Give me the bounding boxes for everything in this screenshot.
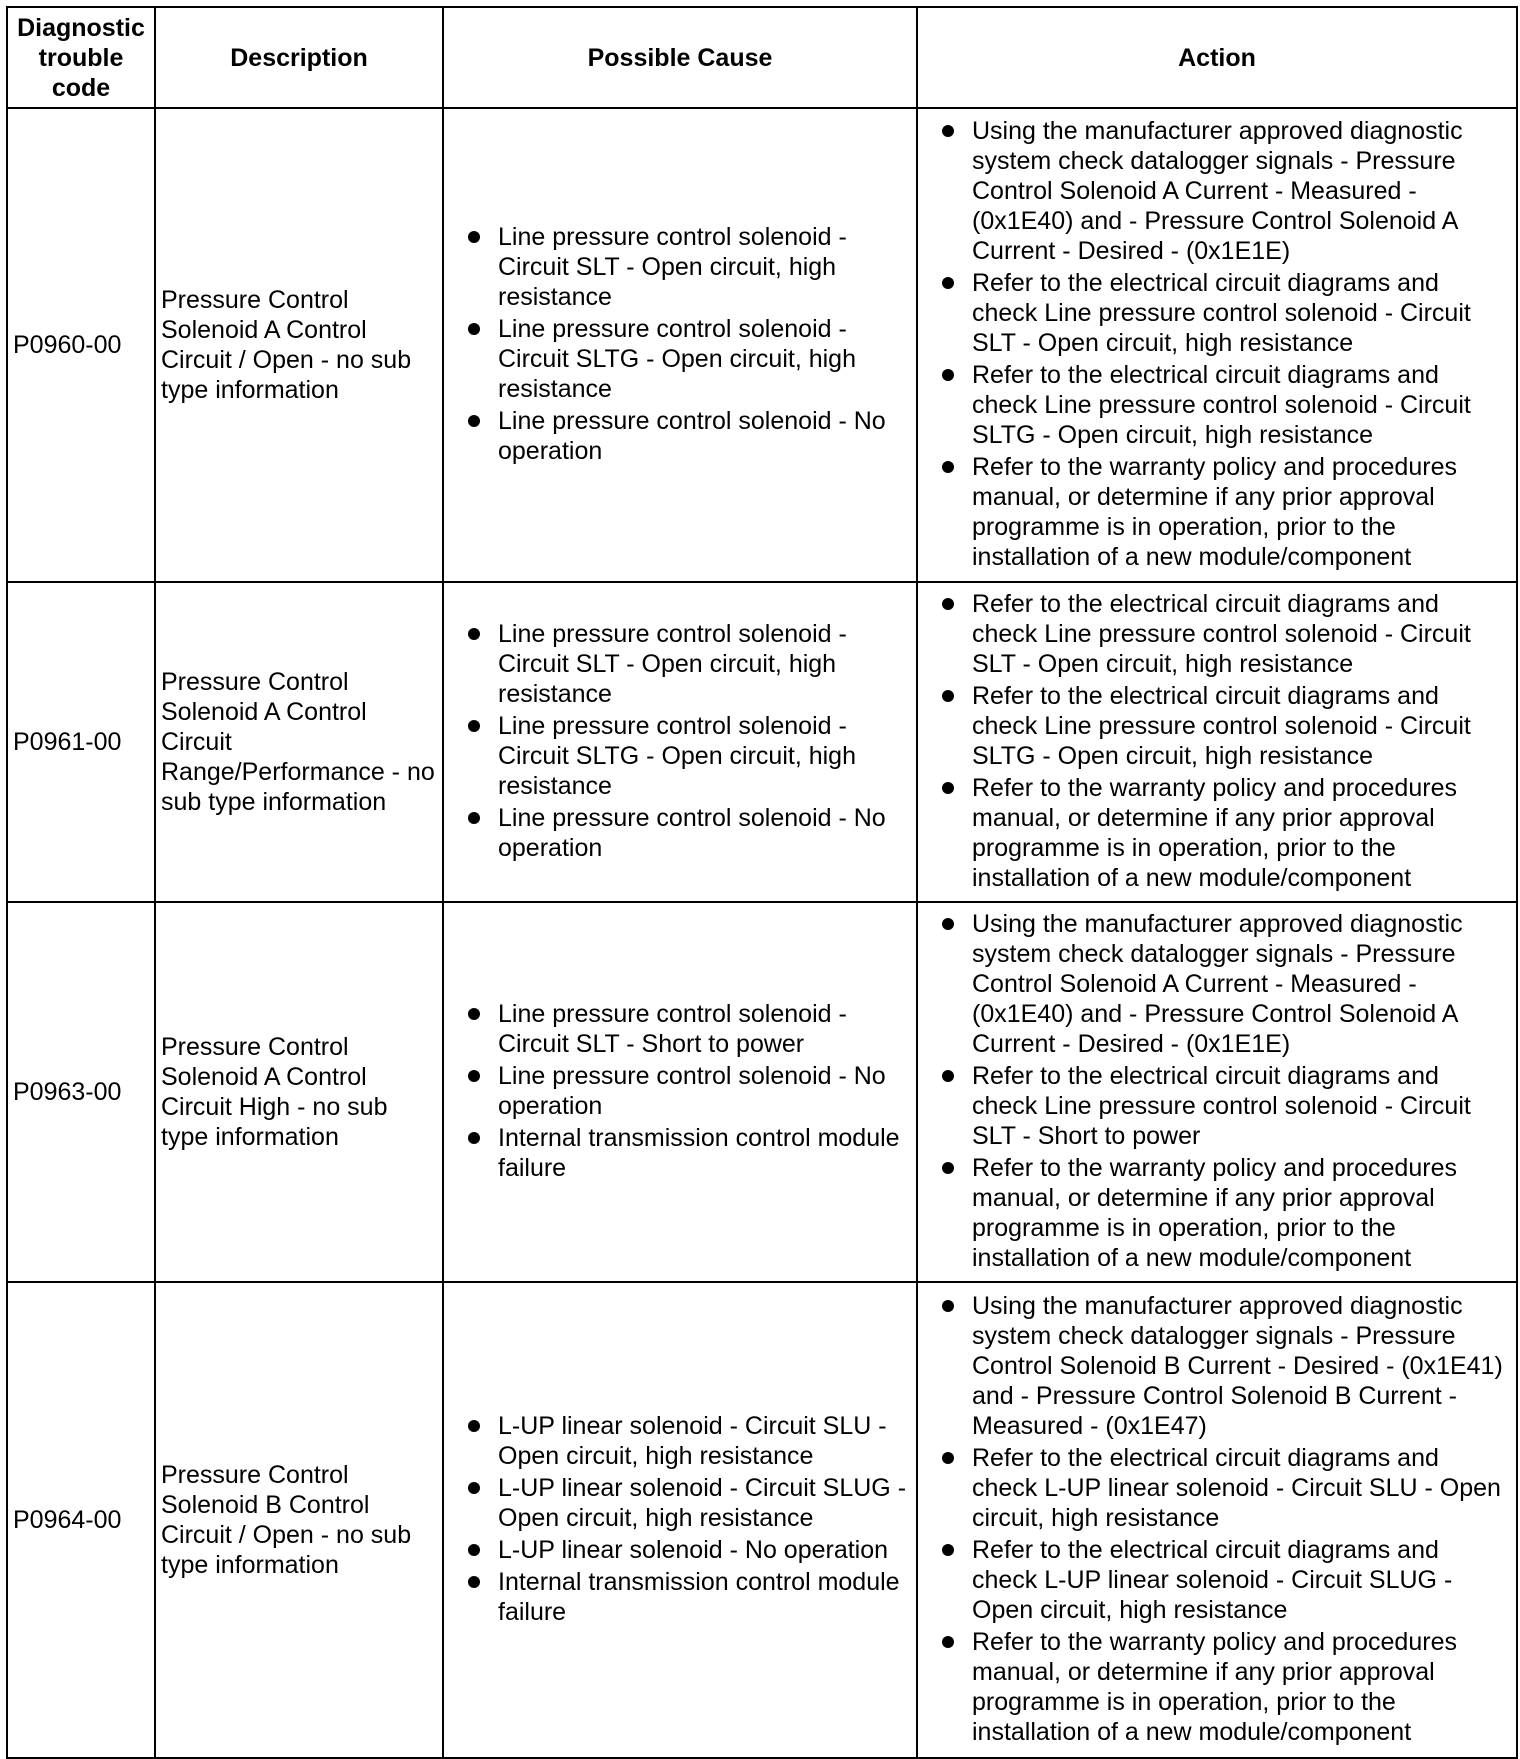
cause-item: Line pressure control solenoid - Circuit SLTG - Open circuit, high resistance xyxy=(466,314,912,404)
action-item: Refer to the electrical circuit diagrams and check Line pressure control solenoid - Circuit SLTG - Open circuit, high resistance xyxy=(940,360,1510,450)
possible-cause-cell xyxy=(443,108,917,582)
cause-list xyxy=(466,1411,912,1627)
action-item: Refer to the warranty policy and procedures manual, or determine if any prior approval programme is in operation, prior to the installation of a new module/component xyxy=(940,1627,1510,1747)
table-row xyxy=(7,1282,1517,1758)
action-list xyxy=(940,589,1510,893)
action-list xyxy=(940,116,1510,572)
action-item: Refer to the electrical circuit diagrams and check L-UP linear solenoid - Circuit SLU - Open circuit, high resistance xyxy=(940,1443,1510,1533)
cause-item: Internal transmission control module failure xyxy=(466,1567,912,1627)
table-row xyxy=(7,108,1517,582)
dtc-code: P0963-00 xyxy=(7,902,155,1282)
table-row xyxy=(7,582,1517,902)
cause-list xyxy=(466,619,912,863)
action-item: Using the manufacturer approved diagnostic system check datalogger signals - Pressure Control Solenoid B Current - Desired - (0x1E41) and - Pressure Control Solenoid B Current - Measured - (0x1E47) xyxy=(940,1291,1510,1441)
action-item: Refer to the warranty policy and procedures manual, or determine if any prior approval programme is in operation, prior to the installation of a new module/component xyxy=(940,773,1510,893)
cause-item: L-UP linear solenoid - Circuit SLU - Open circuit, high resistance xyxy=(466,1411,912,1471)
possible-cause-cell xyxy=(443,582,917,902)
action-cell xyxy=(917,1282,1517,1758)
table-row xyxy=(7,902,1517,1282)
cause-item: Line pressure control solenoid - Circuit SLT - Open circuit, high resistance xyxy=(466,222,912,312)
dtc-description: Pressure Control Solenoid A Control Circuit / Open - no sub type information xyxy=(155,108,443,582)
header-cause: Possible Cause xyxy=(443,7,917,108)
action-cell xyxy=(917,108,1517,582)
dtc-code: P0961-00 xyxy=(7,582,155,902)
dtc-description: Pressure Control Solenoid B Control Circuit / Open - no sub type information xyxy=(155,1282,443,1758)
possible-cause-cell xyxy=(443,1282,917,1758)
cause-item: Line pressure control solenoid - Circuit SLTG - Open circuit, high resistance xyxy=(466,711,912,801)
cause-item: Line pressure control solenoid - No operation xyxy=(466,803,912,863)
header-row xyxy=(7,7,1517,108)
action-item: Refer to the warranty policy and procedures manual, or determine if any prior approval programme is in operation, prior to the installation of a new module/component xyxy=(940,1153,1510,1273)
action-item: Refer to the warranty policy and procedures manual, or determine if any prior approval programme is in operation, prior to the installation of a new module/component xyxy=(940,452,1510,572)
dtc-description: Pressure Control Solenoid A Control Circuit Range/Performance - no sub type information xyxy=(155,582,443,902)
cause-item: Line pressure control solenoid - No operation xyxy=(466,406,912,466)
cause-list xyxy=(466,999,912,1183)
action-cell xyxy=(917,582,1517,902)
cause-item: Line pressure control solenoid - Circuit SLT - Open circuit, high resistance xyxy=(466,619,912,709)
dtc-description: Pressure Control Solenoid A Control Circuit High - no sub type information xyxy=(155,902,443,1282)
action-item: Refer to the electrical circuit diagrams and check Line pressure control solenoid - Circuit SLT - Open circuit, high resistance xyxy=(940,589,1510,679)
cause-list xyxy=(466,222,912,466)
possible-cause-cell xyxy=(443,902,917,1282)
action-item: Refer to the electrical circuit diagrams and check Line pressure control solenoid - Circuit SLTG - Open circuit, high resistance xyxy=(940,681,1510,771)
action-list xyxy=(940,909,1510,1273)
action-item: Using the manufacturer approved diagnostic system check datalogger signals - Pressure Control Solenoid A Current - Measured - (0x1E40) and - Pressure Control Solenoid A Current - Desired - (0x1E1E) xyxy=(940,116,1510,266)
cause-item: L-UP linear solenoid - Circuit SLUG - Open circuit, high resistance xyxy=(466,1473,912,1533)
header-action: Action xyxy=(917,7,1517,108)
dtc-table xyxy=(6,6,1518,1759)
action-cell xyxy=(917,902,1517,1282)
action-item: Using the manufacturer approved diagnostic system check datalogger signals - Pressure Control Solenoid A Current - Measured - (0x1E40) and - Pressure Control Solenoid A Current - Desired - (0x1E1E) xyxy=(940,909,1510,1059)
action-item: Refer to the electrical circuit diagrams and check Line pressure control solenoid - Circuit SLT - Open circuit, high resistance xyxy=(940,268,1510,358)
cause-item: Internal transmission control module failure xyxy=(466,1123,912,1183)
header-description: Description xyxy=(155,7,443,108)
dtc-code: P0960-00 xyxy=(7,108,155,582)
action-item: Refer to the electrical circuit diagrams and check Line pressure control solenoid - Circuit SLT - Short to power xyxy=(940,1061,1510,1151)
cause-item: L-UP linear solenoid - No operation xyxy=(466,1535,912,1565)
dtc-code: P0964-00 xyxy=(7,1282,155,1758)
table-body xyxy=(7,108,1517,1758)
action-item: Refer to the electrical circuit diagrams and check L-UP linear solenoid - Circuit SLUG - Open circuit, high resistance xyxy=(940,1535,1510,1625)
action-list xyxy=(940,1291,1510,1747)
table-header xyxy=(7,7,1517,108)
cause-item: Line pressure control solenoid - No operation xyxy=(466,1061,912,1121)
cause-item: Line pressure control solenoid - Circuit SLT - Short to power xyxy=(466,999,912,1059)
header-code: Diagnostic trouble code xyxy=(7,7,155,108)
